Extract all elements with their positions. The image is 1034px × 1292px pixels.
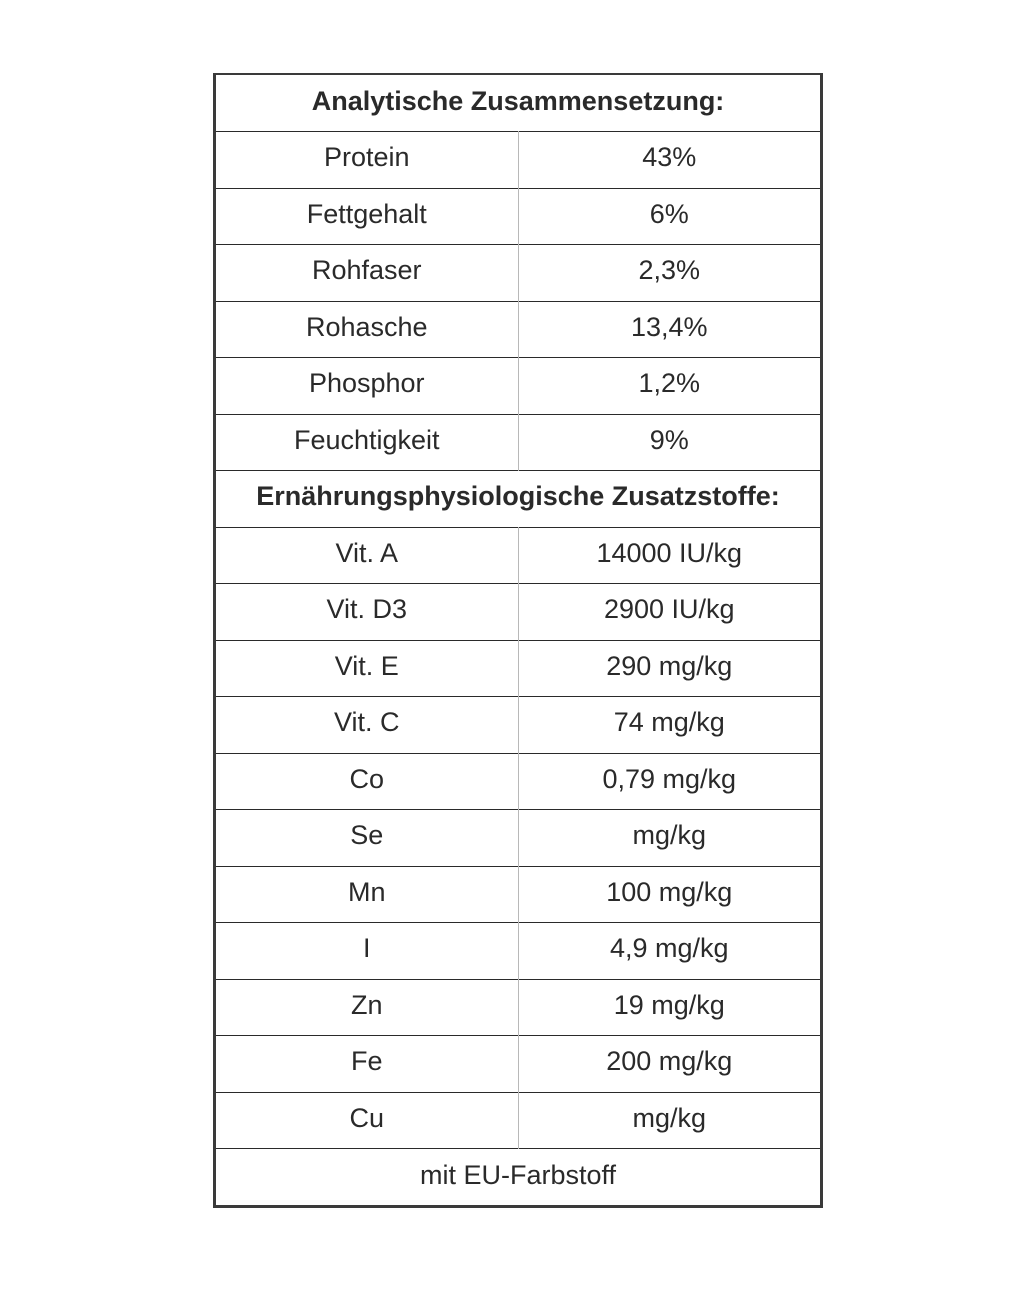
- row-value: 1,2%: [518, 358, 820, 415]
- section-title-analytical: Analytische Zusammensetzung:: [311, 85, 725, 116]
- table-row: [216, 132, 820, 189]
- row-value: 6%: [518, 188, 820, 245]
- row-label: Phosphor: [216, 358, 518, 415]
- table-row: [216, 584, 820, 641]
- table-row: [216, 358, 820, 415]
- table-row: [216, 1092, 820, 1149]
- table-row: [216, 810, 820, 867]
- row-value: 290 mg/kg: [518, 640, 820, 697]
- row-label: Fettgehalt: [216, 188, 518, 245]
- row-value: 9%: [518, 414, 820, 471]
- section-header-row: [216, 75, 820, 132]
- section-title-additives: Ernährungsphysiologische Zusatzstoffe:: [216, 471, 820, 528]
- section-header-row: [216, 471, 820, 528]
- row-value: 19 mg/kg: [518, 979, 820, 1036]
- composition-table: [216, 75, 820, 1205]
- table-row: [216, 414, 820, 471]
- row-label: I: [216, 923, 518, 980]
- row-label: Cu: [216, 1092, 518, 1149]
- table-row: [216, 527, 820, 584]
- table-row: [216, 923, 820, 980]
- table-row: [216, 979, 820, 1036]
- row-label: Fe: [216, 1036, 518, 1093]
- table-row: [216, 640, 820, 697]
- row-label: Co: [216, 753, 518, 810]
- row-label: Mn: [216, 866, 518, 923]
- row-label: Vit. D3: [216, 584, 518, 641]
- row-label: Rohfaser: [216, 245, 518, 302]
- row-value: 13,4%: [518, 301, 820, 358]
- row-value: 0,79 mg/kg: [518, 753, 820, 810]
- row-value: 100 mg/kg: [518, 866, 820, 923]
- row-value: 14000 IU/kg: [518, 527, 820, 584]
- row-value: 43%: [518, 132, 820, 189]
- table-row: [216, 1036, 820, 1093]
- row-label: Rohasche: [216, 301, 518, 358]
- row-value: 74 mg/kg: [518, 697, 820, 754]
- row-label: Se: [216, 810, 518, 867]
- table-row: [216, 753, 820, 810]
- row-label: Vit. E: [216, 640, 518, 697]
- row-value: mg/kg: [518, 1092, 820, 1149]
- row-value: 2,3%: [518, 245, 820, 302]
- row-value: 2900 IU/kg: [518, 584, 820, 641]
- table-row: [216, 301, 820, 358]
- nutrition-table: [213, 73, 823, 1208]
- row-label: Zn: [216, 979, 518, 1036]
- row-value: 4,9 mg/kg: [518, 923, 820, 980]
- footer-note: mit EU-Farbstoff: [216, 1149, 820, 1206]
- row-label: Feuchtigkeit: [216, 414, 518, 471]
- table-row: [216, 245, 820, 302]
- row-label: Protein: [216, 132, 518, 189]
- table-row: [216, 697, 820, 754]
- table-row: [216, 188, 820, 245]
- row-value: mg/kg: [518, 810, 820, 867]
- row-label: Vit. A: [216, 527, 518, 584]
- footer-row: [216, 1149, 820, 1206]
- table-row: [216, 866, 820, 923]
- row-value: 200 mg/kg: [518, 1036, 820, 1093]
- row-label: Vit. C: [216, 697, 518, 754]
